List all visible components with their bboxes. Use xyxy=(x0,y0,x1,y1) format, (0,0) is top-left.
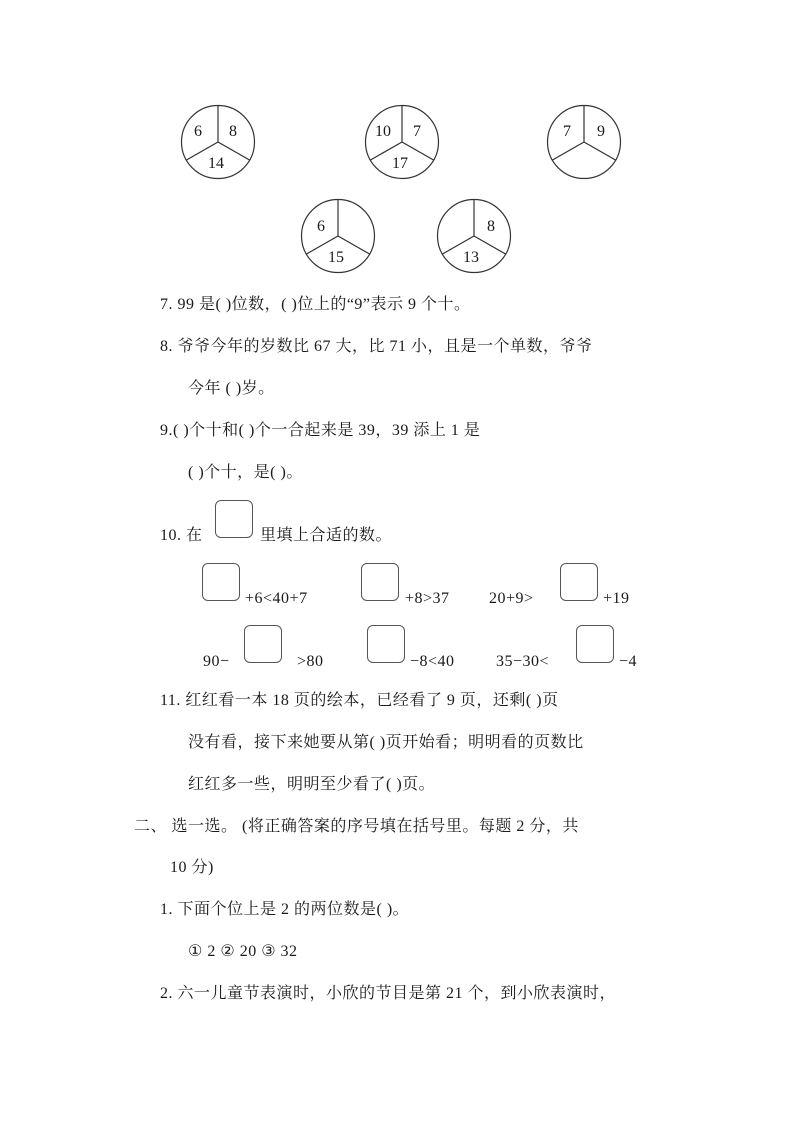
expression-r1-1: +6<40+7 xyxy=(245,590,308,607)
circle-4-left: 6 xyxy=(317,218,325,235)
circle-3-left: 7 xyxy=(563,123,571,140)
question-7: 7. 99 是( )位数，( )位上的“9”表示 9 个十。 xyxy=(160,296,471,313)
expression-r2-4: 35−30< xyxy=(496,653,550,670)
circle-2-bottom: 17 xyxy=(392,155,408,172)
answer-box[interactable] xyxy=(202,563,240,601)
question-10-prefix: 10. 在 xyxy=(160,527,203,544)
mc-question-1-options: ① 2 ② 20 ③ 32 xyxy=(188,943,298,960)
circle-1-left: 6 xyxy=(194,123,202,140)
circle-5-bottom: 13 xyxy=(463,249,479,266)
question-11-line-2: 没有看，接下来她要从第( )页开始看；明明看的页数比 xyxy=(188,734,584,751)
expression-r2-1: 90− xyxy=(203,653,230,670)
answer-box[interactable] xyxy=(576,625,614,663)
expression-r2-5: −4 xyxy=(619,653,638,670)
question-8-line-2: 今年 ( )岁。 xyxy=(188,380,275,397)
question-11-line-3: 红红多一些，明明至少看了( )页。 xyxy=(188,776,436,793)
circle-5-right: 8 xyxy=(487,218,495,235)
mc-question-2: 2. 六一儿童节表演时，小欣的节目是第 21 个，到小欣表演时， xyxy=(160,985,617,1002)
question-9-line-2: ( )个十，是( )。 xyxy=(188,464,303,481)
circle-2-right: 7 xyxy=(413,123,421,140)
section-2-heading-line-2: 10 分) xyxy=(170,859,214,876)
answer-box[interactable] xyxy=(361,563,399,601)
circle-1-bottom: 14 xyxy=(208,155,224,172)
answer-box[interactable] xyxy=(367,625,405,663)
expression-r2-2: >80 xyxy=(297,653,324,670)
number-circle xyxy=(546,104,622,180)
answer-box[interactable] xyxy=(244,625,282,663)
question-9-line-1: 9.( )个十和( )个一合起来是 39，39 添上 1 是 xyxy=(160,422,481,439)
sample-answer-box xyxy=(215,500,253,538)
circle-1-right: 8 xyxy=(229,123,237,140)
circle-3-right: 9 xyxy=(597,123,605,140)
circle-2-left: 10 xyxy=(375,123,391,140)
answer-box[interactable] xyxy=(560,563,598,601)
section-2-heading: 二、 选一选。 (将正确答案的序号填在括号里。每题 2 分，共 xyxy=(134,818,579,835)
question-11-line-1: 11. 红红看一本 18 页的绘本，已经看了 9 页，还剩( )页 xyxy=(160,692,559,709)
expression-r1-3: 20+9> xyxy=(489,590,534,607)
mc-question-1: 1. 下面个位上是 2 的两位数是( )。 xyxy=(160,901,410,918)
question-8-line-1: 8. 爷爷今年的岁数比 67 大，比 71 小，且是一个单数，爷爷 xyxy=(160,338,593,355)
question-10-suffix: 里填上合适的数。 xyxy=(260,527,393,544)
expression-r1-4: +19 xyxy=(603,590,630,607)
expression-r2-3: −8<40 xyxy=(410,653,455,670)
expression-r1-2: +8>37 xyxy=(405,590,450,607)
circle-4-bottom: 15 xyxy=(328,249,344,266)
